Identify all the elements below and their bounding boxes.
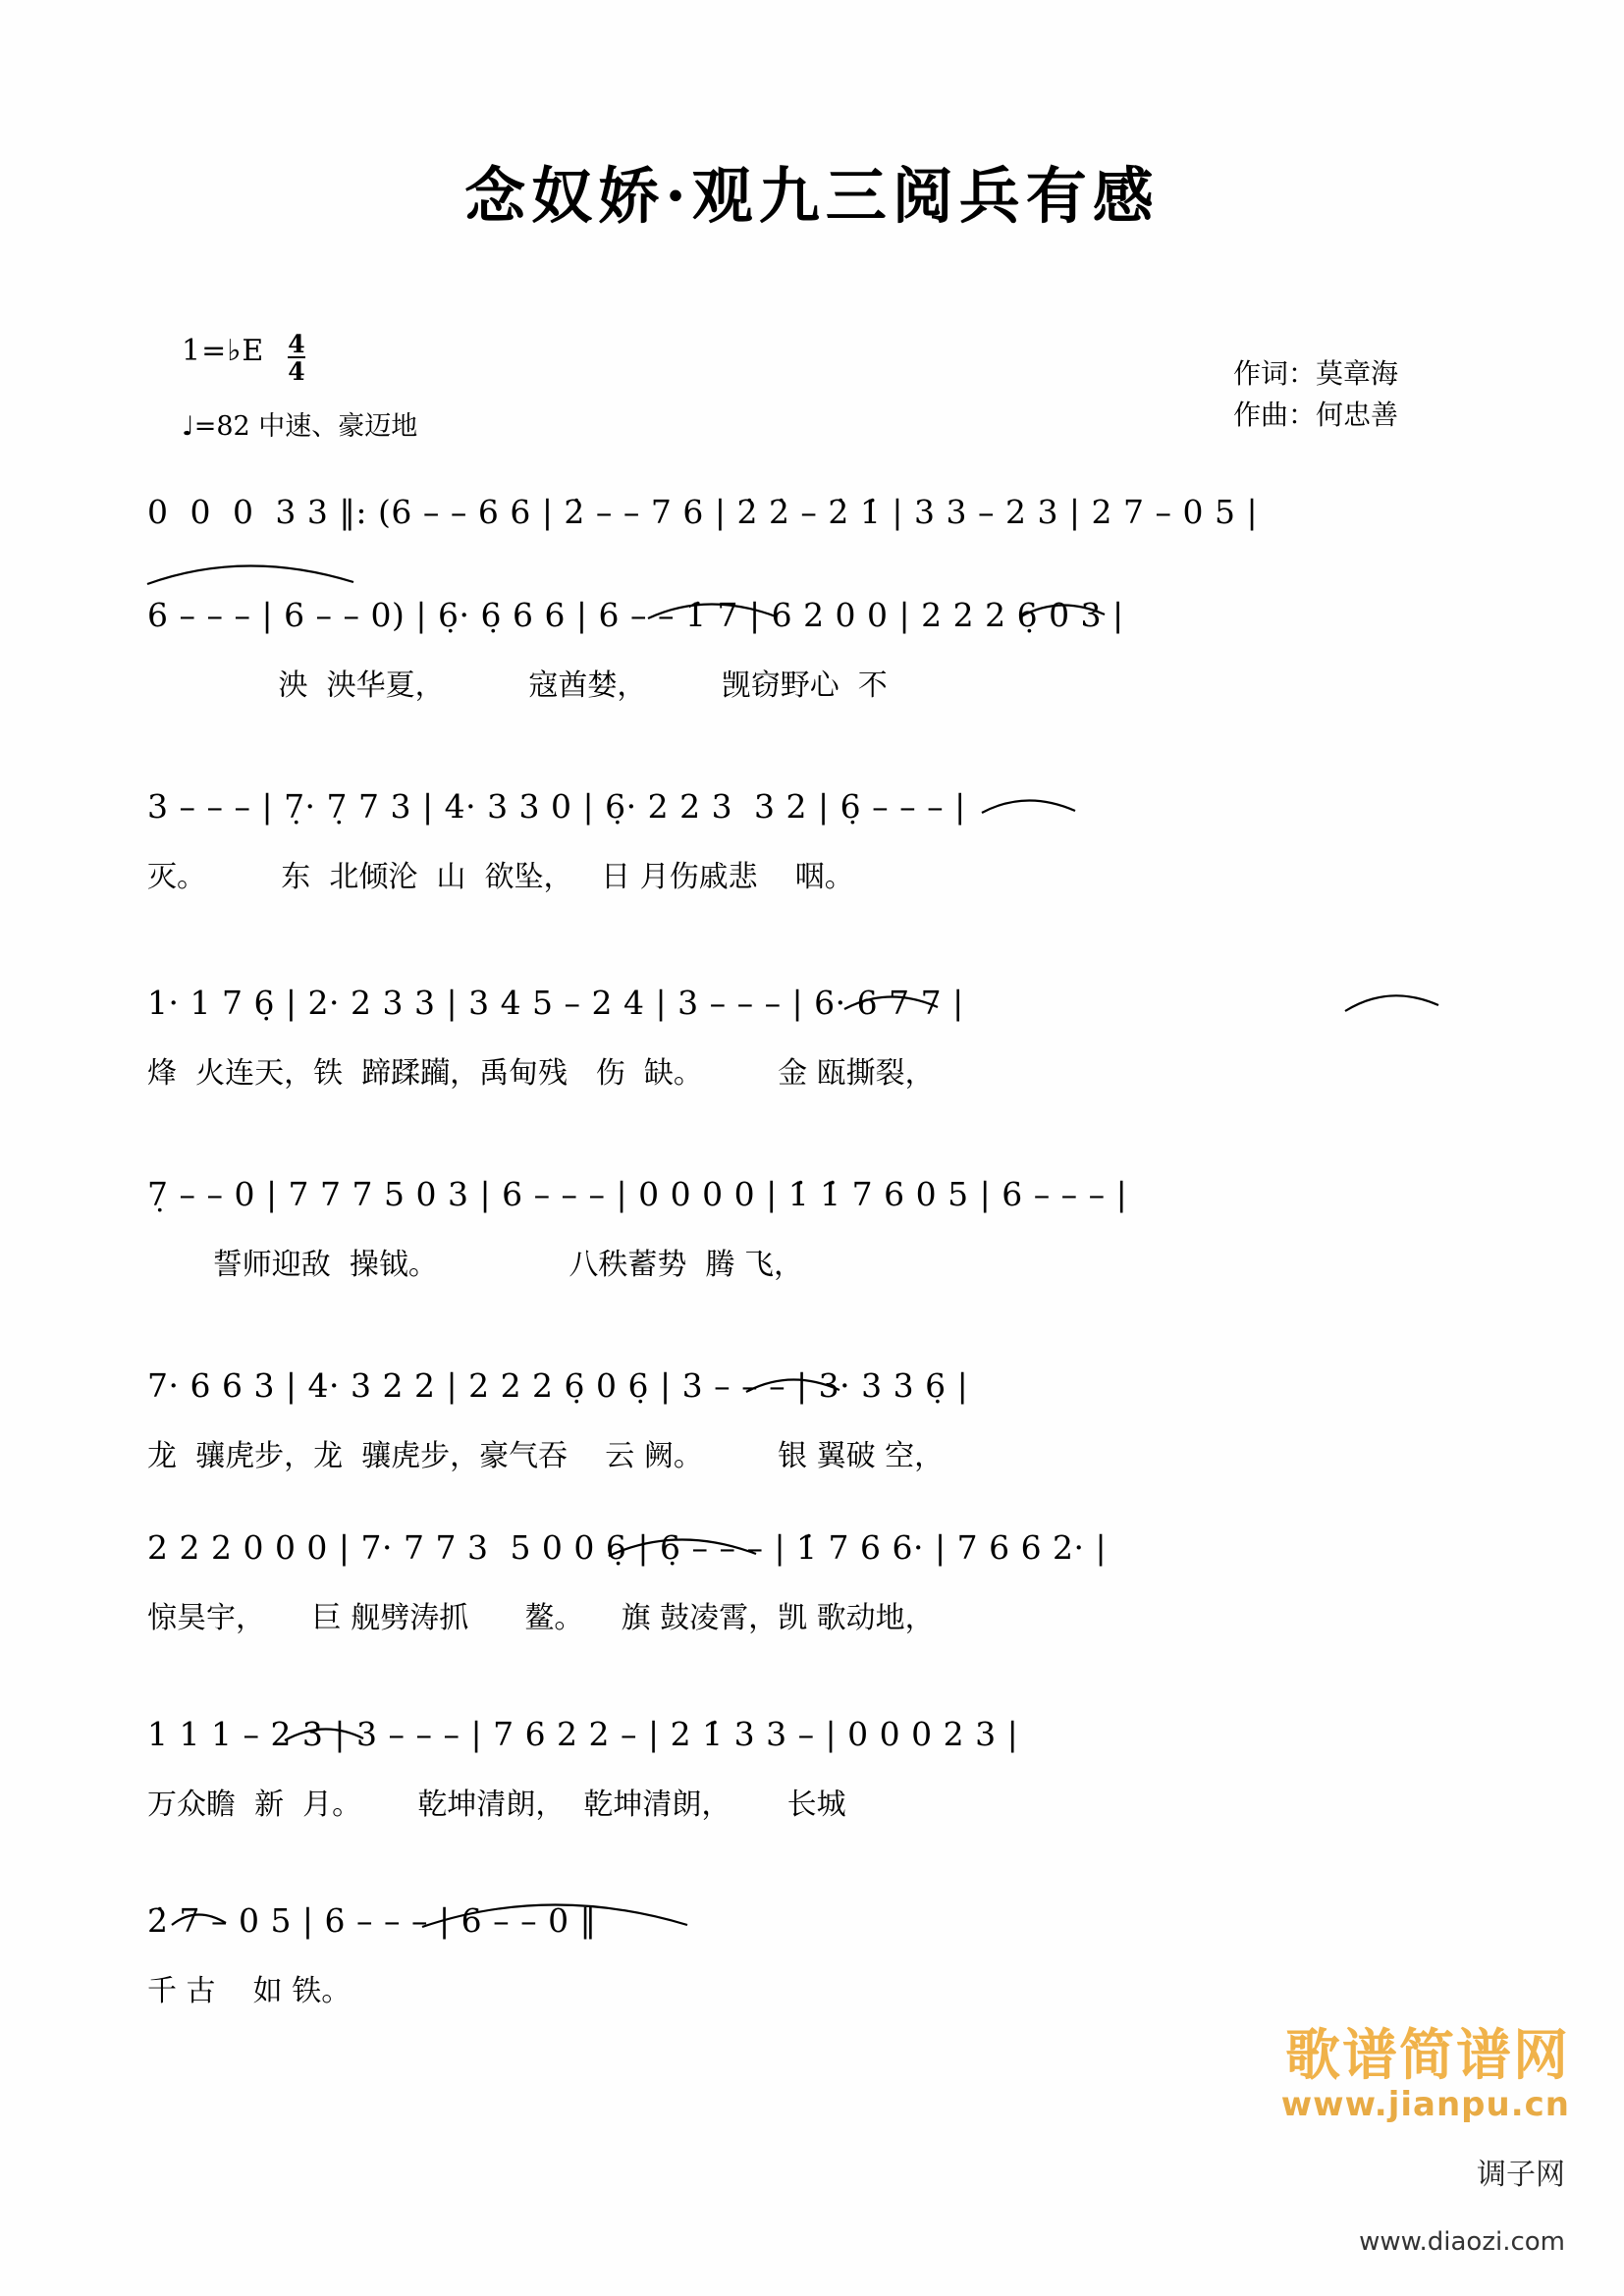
watermark-url: www.jianpu.cn [1280, 2085, 1570, 2124]
score-system-3 [147, 787, 1483, 894]
lyrics-line: 惊昊宇， 巨 舰劈涛抓 鳌。 旗 鼓凌霄，凯 歌动地， [147, 1601, 935, 1635]
credits [1233, 353, 1398, 436]
score-system-6 [147, 1366, 1483, 1473]
time-signature-numerator: 4 [288, 330, 305, 358]
lyrics-line: 千 古 如 铁。 [147, 1974, 352, 2008]
time-signature-denominator: 4 [288, 357, 305, 386]
lyrics-line: 灭。 东 北倾沦 山 欲坠， 日 月伤戚悲 咽。 [147, 860, 854, 894]
key-and-meter [182, 330, 305, 386]
key-signature: 1=♭E [182, 334, 265, 368]
notation-line: 1· 1 7 6̣ | 2· 2 3 3 | 3 4 5 – 2 4 | 3 – – – | 6· 6 7 7 | [147, 984, 964, 1022]
time-signature [288, 332, 304, 384]
notation-line: 7· 6 6 3 | 4· 3 2 2 | 2 2 2 6̣ 0 6̣ | 3 – – – | 3· 3 3 6̣ | [147, 1366, 969, 1405]
notation-line: 6 – – – | 6 – – 0) | 6̣· 6̣ 6 6 | 6 – – 1̇ 7 | 6 2 0 0 | 2 2 2 6̣ 0 3 | [147, 596, 1124, 634]
footer-brand: 调子网 [1477, 2158, 1565, 2192]
score-system-9 [147, 1901, 1483, 2008]
score-system-4 [147, 984, 1483, 1091]
slur-icon [147, 555, 442, 594]
lyricist-credit: 作词：莫章海 [1232, 357, 1398, 390]
notation-line: 0 0 0 3 3 ‖: (6 – – 6 6 | 2̇ – – 7 6 | 2̇ 2̇ – 2̇ 1̇ | 3 3 – 2 3 | 2 7 – 0 5 | [147, 493, 1259, 531]
score-system-8 [147, 1715, 1483, 1822]
footer-url: www.diaozi.com [1359, 2227, 1565, 2257]
notation-line: 3 – – – | 7̣· 7̣ 7 3 | 4· 3 3 0 | 6̣· 2 2 3 3 2 | 6̣ – – – | [147, 787, 966, 826]
score-system-5 [147, 1175, 1483, 1282]
score-system-7 [147, 1528, 1483, 1635]
notation-line: 2̇ 7 – 0 5 | 6 – – – | 6 – – 0 ‖ [147, 1901, 597, 1940]
watermark [1280, 2023, 1570, 2124]
page-title: 念奴娇·观九三阅兵有感 [464, 160, 1160, 232]
score-system-1 [147, 493, 1483, 541]
lyrics-line: 泱 泱华夏， 寇酋婪， 觊窃野心 不 [147, 668, 888, 703]
lyrics-line: 龙 骧虎步，龙 骧虎步，豪气吞 云 阙。 银 翼破 空， [147, 1439, 945, 1473]
notation-line: 2 2 2 0 0 0 | 7· 7 7 3 5 0 0 6̣ | 6̣ – – – | 1̇ 7 6 6· | 7 6 6 2· | [147, 1528, 1108, 1567]
lyrics-line: 誓师迎敌 操钺。 八秩蓄势 腾 飞， [147, 1248, 803, 1282]
notation-line: 1 1 1 – 2 3 | 3 – – – | 7 6 2 2 – | 2 1̇ 3 3 – | 0 0 0 2 3 | [147, 1715, 1019, 1753]
lyrics-line: 万众瞻 新 月。 乾坤清朗， 乾坤清朗， 长城 [147, 1788, 846, 1822]
score-system-2 [147, 596, 1483, 703]
watermark-title: 歌谱简谱网 [1285, 2023, 1570, 2089]
lyrics-line: 烽 火连天，铁 蹄蹂躏，禹甸残 伤 缺。 金 瓯撕裂， [147, 1056, 935, 1091]
notation-line: 7̣ – – 0 | 7 7 7 5 0 3 | 6 – – – | 0 0 0 0 | 1̇ 1̇ 7 6 0 5 | 6 – – – | [147, 1175, 1128, 1213]
tempo-marking: ♩=82 中速、豪迈地 [182, 411, 418, 442]
composer-credit: 作曲：何忠善 [1232, 399, 1398, 431]
